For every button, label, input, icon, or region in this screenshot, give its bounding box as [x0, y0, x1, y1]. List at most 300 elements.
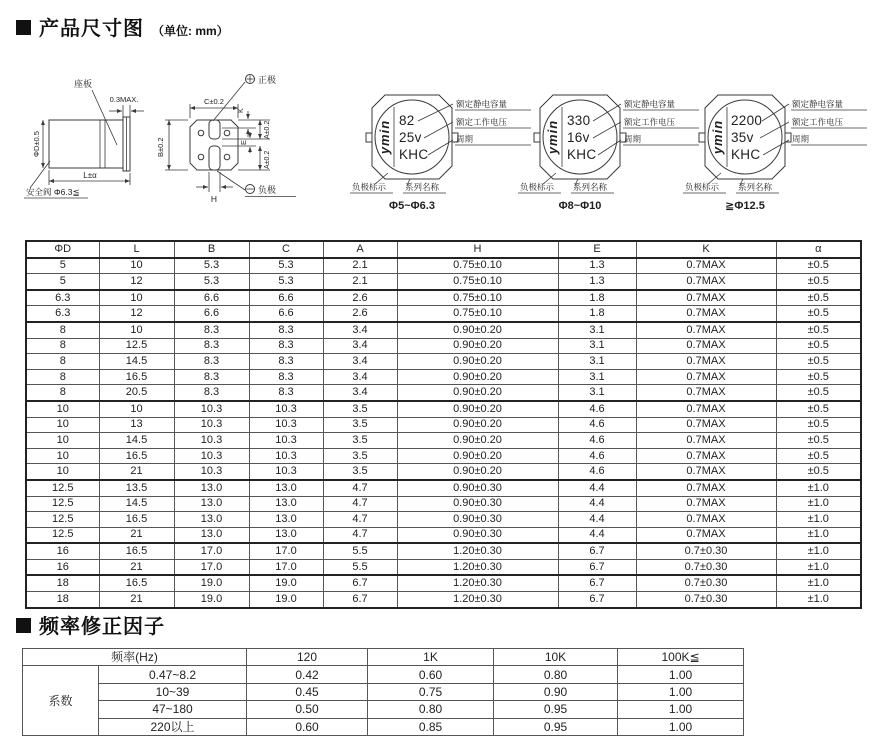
table-cell: 0.90±0.20 — [397, 385, 558, 401]
table-cell: 20.5 — [99, 385, 174, 401]
table-cell: 16 — [26, 543, 99, 559]
table-cell: 4.4 — [558, 480, 636, 496]
table-cell: 8.3 — [249, 322, 323, 338]
table-cell: ±0.5 — [776, 274, 861, 290]
table-cell: 13.0 — [174, 480, 249, 496]
table-cell: 0.90±0.30 — [397, 512, 558, 528]
table-cell: 0.7MAX — [636, 448, 776, 464]
table-cell: 0.7MAX — [636, 338, 776, 354]
table-cell: 3.1 — [558, 338, 636, 354]
column-header: L — [99, 241, 174, 258]
section1-heading — [16, 12, 229, 41]
cap1-capacitance: 82 — [399, 113, 415, 128]
table-cell: 0.75±0.10 — [397, 258, 558, 274]
table-cell: 0.7MAX — [636, 401, 776, 417]
column-header: B — [174, 241, 249, 258]
table-row — [26, 448, 861, 464]
column-header: A — [323, 241, 397, 258]
factor-cell: 0.95 — [494, 701, 618, 718]
table-cell: ±0.5 — [776, 290, 861, 306]
table-cell: 1.8 — [558, 290, 636, 306]
table-cell: 14.5 — [99, 496, 174, 512]
side-length-dim-label: L±α — [83, 171, 97, 180]
series-name-label: 系列名称 — [405, 182, 440, 192]
table-cell: 3.1 — [558, 354, 636, 370]
table-cell: 8 — [26, 354, 99, 370]
table-cell: 8.3 — [174, 385, 249, 401]
table-cell: 6.7 — [558, 543, 636, 559]
table-cell: 0.7MAX — [636, 480, 776, 496]
table-cell: 4.4 — [558, 496, 636, 512]
factor-cell: 0.90 — [494, 683, 618, 700]
table-cell: 0.7±0.30 — [636, 592, 776, 608]
table-cell: ±0.5 — [776, 464, 861, 480]
voltage-label: 额定工作电压 — [624, 117, 676, 127]
table-row — [23, 701, 744, 718]
table-row — [26, 322, 861, 338]
factor-cell: 0.42 — [247, 666, 368, 683]
period-label: 周期 — [456, 134, 474, 144]
table-row — [26, 338, 861, 354]
dimension-diagrams — [0, 55, 877, 233]
section1-unit: （单位: mm） — [152, 24, 229, 38]
table-row — [26, 543, 861, 559]
table-cell: 0.75±0.10 — [397, 306, 558, 322]
voltage-label: 额定工作电压 — [792, 117, 844, 127]
table-cell: 10.3 — [174, 433, 249, 449]
table-cell: 4.6 — [558, 448, 636, 464]
cap-marking-view-1 — [350, 95, 531, 212]
negative-mark-label: 负极标示 — [685, 182, 720, 192]
table-cell: 0.90±0.30 — [397, 496, 558, 512]
table-cell: ±0.5 — [776, 338, 861, 354]
table-cell: 3.1 — [558, 385, 636, 401]
table-cell: ±0.5 — [776, 401, 861, 417]
cap3-capacitance: 2200 — [731, 113, 763, 128]
table-cell: 14.5 — [99, 354, 174, 370]
table-cell: 5 — [26, 274, 99, 290]
table-cell: 1.20±0.30 — [397, 543, 558, 559]
column-header: α — [776, 241, 861, 258]
table-cell: 3.4 — [323, 322, 397, 338]
table-row — [26, 385, 861, 401]
table-cell: 1.3 — [558, 274, 636, 290]
table-cell: 2.6 — [323, 290, 397, 306]
table-cell: 0.7MAX — [636, 417, 776, 433]
safety-valve-label: 安全阀 Φ6.3≦ — [26, 187, 80, 197]
table-cell: 3.5 — [323, 433, 397, 449]
table-cell: 5 — [26, 258, 99, 274]
table-cell: 0.90±0.20 — [397, 464, 558, 480]
table-cell: 17.0 — [249, 543, 323, 559]
table-cell: 10.3 — [249, 464, 323, 480]
frequency-factor-table — [22, 648, 744, 736]
table-cell: 8.3 — [174, 369, 249, 385]
table-cell: 10.3 — [174, 417, 249, 433]
table-cell: 0.7MAX — [636, 306, 776, 322]
table-cell: 3.1 — [558, 322, 636, 338]
table-cell: 10.3 — [174, 448, 249, 464]
cap-marking-view-2 — [518, 95, 699, 212]
section1-title: 产品尺寸图 — [39, 18, 144, 40]
table-cell: 13.0 — [249, 496, 323, 512]
table-cell: 19.0 — [249, 575, 323, 591]
table-row — [23, 683, 744, 700]
factor-cell: 0.80 — [368, 701, 494, 718]
capacitor-side-view — [24, 78, 144, 198]
brand-logo: ymin — [545, 119, 560, 155]
table-cell: 0.90±0.20 — [397, 448, 558, 464]
table-cell: 4.7 — [323, 527, 397, 543]
e-dim-label: E — [239, 139, 248, 145]
table-cell: 4.4 — [558, 512, 636, 528]
table-cell: 0.7MAX — [636, 354, 776, 370]
table-cell: 3.4 — [323, 354, 397, 370]
table-cell: ±1.0 — [776, 480, 861, 496]
table-cell: 6.6 — [174, 306, 249, 322]
capacitance-label: 额定静电容量 — [456, 99, 508, 109]
table-cell: 0.90±0.20 — [397, 417, 558, 433]
table-cell: ±0.5 — [776, 306, 861, 322]
cap1-size-range: Φ5~Φ6.3 — [389, 200, 435, 212]
table-cell: 12 — [99, 306, 174, 322]
table-cell: 0.7MAX — [636, 496, 776, 512]
table-cell: 6.3 — [26, 290, 99, 306]
negative-mark-label: 负极标示 — [520, 182, 555, 192]
table-cell: 0.7MAX — [636, 512, 776, 528]
positive-label: 正极 — [258, 75, 277, 85]
table-row — [26, 417, 861, 433]
table-cell: 12.5 — [26, 512, 99, 528]
factor-cell: 0.75 — [368, 683, 494, 700]
frequency-corner-header: 频率(Hz) — [23, 649, 247, 666]
frequency-range-cell: 47~180 — [99, 701, 247, 718]
table-cell: 0.7MAX — [636, 290, 776, 306]
column-header: ΦD — [26, 241, 99, 258]
table-cell: ±0.5 — [776, 369, 861, 385]
a-dim-bottom-label: A±0.2 — [264, 150, 271, 169]
table-cell: 1.20±0.30 — [397, 575, 558, 591]
table-cell: 0.7±0.30 — [636, 575, 776, 591]
column-header: C — [249, 241, 323, 258]
table-cell: 5.3 — [174, 274, 249, 290]
table-cell: 13.0 — [249, 527, 323, 543]
table-cell: 6.7 — [323, 592, 397, 608]
table-cell: 2.1 — [323, 258, 397, 274]
dimension-table-header-row — [26, 241, 861, 258]
table-cell: 10.3 — [249, 433, 323, 449]
period-label: 周期 — [624, 134, 642, 144]
table-cell: 13.0 — [174, 527, 249, 543]
table-cell: 0.75±0.10 — [397, 290, 558, 306]
table-cell: 10 — [26, 401, 99, 417]
table-cell: 0.90±0.30 — [397, 527, 558, 543]
table-cell: 18 — [26, 575, 99, 591]
column-header: K — [636, 241, 776, 258]
table-cell: ±1.0 — [776, 512, 861, 528]
table-cell: 10 — [26, 417, 99, 433]
table-cell: 8.3 — [249, 369, 323, 385]
a-dim-top-label: A±0.2 — [264, 120, 271, 139]
table-cell: 21 — [99, 592, 174, 608]
table-cell: 10 — [26, 448, 99, 464]
table-cell: 8.3 — [174, 338, 249, 354]
table-cell: 8 — [26, 385, 99, 401]
frequency-column-header: 1K — [368, 649, 494, 666]
table-cell: 3.1 — [558, 369, 636, 385]
table-cell: 12.5 — [26, 480, 99, 496]
table-cell: 1.20±0.30 — [397, 559, 558, 575]
table-cell: 10.3 — [174, 401, 249, 417]
k-dim-label: K — [238, 108, 245, 113]
cap2-capacitance: 330 — [567, 113, 591, 128]
table-cell: 18 — [26, 592, 99, 608]
column-header: H — [397, 241, 558, 258]
table-cell: 0.90±0.30 — [397, 480, 558, 496]
table-row — [23, 718, 744, 735]
series-name-label: 系列名称 — [738, 182, 773, 192]
table-cell: 13.0 — [174, 496, 249, 512]
frequency-table-header-row — [23, 649, 744, 666]
table-cell: 6.6 — [249, 290, 323, 306]
factor-cell: 0.85 — [368, 718, 494, 735]
row-group-label: 系数 — [23, 666, 99, 736]
b-dim-label: B±0.2 — [156, 137, 165, 157]
frequency-range-cell: 10~39 — [99, 683, 247, 700]
table-cell: 6.7 — [558, 592, 636, 608]
table-cell: 10.3 — [249, 417, 323, 433]
h-dim-label: H — [210, 194, 218, 204]
table-cell: 14.5 — [99, 433, 174, 449]
table-cell: 10 — [99, 290, 174, 306]
table-cell: 10 — [26, 464, 99, 480]
table-cell: 4.6 — [558, 401, 636, 417]
table-cell: 16.5 — [99, 543, 174, 559]
table-cell: ±0.5 — [776, 354, 861, 370]
table-cell: 0.90±0.20 — [397, 322, 558, 338]
table-cell: 0.7MAX — [636, 464, 776, 480]
table-cell: 16.5 — [99, 512, 174, 528]
table-cell: ±0.5 — [776, 258, 861, 274]
frequency-range-cell: 220以上 — [99, 718, 247, 735]
table-cell: 4.7 — [323, 480, 397, 496]
section2-title: 频率修正因子 — [39, 616, 165, 638]
table-row — [23, 666, 744, 683]
table-cell: 16 — [26, 559, 99, 575]
table-cell: 6.7 — [323, 575, 397, 591]
table-cell: 0.90±0.20 — [397, 338, 558, 354]
table-cell: 0.7±0.30 — [636, 559, 776, 575]
table-cell: 4.6 — [558, 433, 636, 449]
table-row — [26, 354, 861, 370]
table-cell: 5.3 — [249, 258, 323, 274]
voltage-label: 额定工作电压 — [456, 117, 508, 127]
table-cell: 6.7 — [558, 559, 636, 575]
table-cell: ±0.5 — [776, 417, 861, 433]
table-cell: 0.7MAX — [636, 274, 776, 290]
table-cell: 13 — [99, 417, 174, 433]
factor-cell: 1.00 — [618, 666, 744, 683]
dimension-table — [25, 240, 862, 609]
table-cell: 6.3 — [26, 306, 99, 322]
capacitor-bottom-view — [156, 74, 296, 204]
table-cell: 0.7MAX — [636, 369, 776, 385]
table-cell: 17.0 — [174, 559, 249, 575]
frequency-column-header: 10K — [494, 649, 618, 666]
table-cell: 10 — [99, 401, 174, 417]
table-row — [26, 306, 861, 322]
table-cell: 10.3 — [174, 464, 249, 480]
table-cell: 4.7 — [323, 512, 397, 528]
table-cell: 6.7 — [558, 575, 636, 591]
table-cell: 0.90±0.20 — [397, 433, 558, 449]
table-cell: 12.5 — [26, 527, 99, 543]
cap3-series: KHC — [731, 147, 761, 162]
table-cell: 2.6 — [323, 306, 397, 322]
table-cell: 13.5 — [99, 480, 174, 496]
table-cell: 1.20±0.30 — [397, 592, 558, 608]
table-row — [26, 527, 861, 543]
table-cell: 21 — [99, 464, 174, 480]
table-cell: ±0.5 — [776, 322, 861, 338]
table-cell: 1.8 — [558, 306, 636, 322]
table-row — [26, 290, 861, 306]
cap1-series: KHC — [399, 147, 429, 162]
period-label: 周期 — [792, 134, 810, 144]
table-cell: ±1.0 — [776, 527, 861, 543]
table-cell: ±1.0 — [776, 496, 861, 512]
table-cell: 12.5 — [26, 496, 99, 512]
factor-cell: 1.00 — [618, 683, 744, 700]
negative-label: 负极 — [258, 185, 277, 195]
factor-cell: 0.50 — [247, 701, 368, 718]
table-cell: 8.3 — [249, 354, 323, 370]
bullet-square-icon — [16, 618, 31, 633]
table-cell: 8 — [26, 338, 99, 354]
negative-mark-label: 负极标示 — [352, 182, 387, 192]
table-cell: 10 — [99, 258, 174, 274]
factor-cell: 0.45 — [247, 683, 368, 700]
table-cell: 19.0 — [174, 592, 249, 608]
bullet-square-icon — [16, 20, 31, 35]
factor-cell: 0.60 — [368, 666, 494, 683]
table-row — [26, 401, 861, 417]
capacitance-label: 额定静电容量 — [792, 99, 844, 109]
table-cell: 8 — [26, 322, 99, 338]
table-cell: 3.4 — [323, 369, 397, 385]
side-diameter-dim-label: ΦD±0.5 — [32, 131, 41, 157]
table-cell: ±1.0 — [776, 592, 861, 608]
cap3-size-range: ≧Φ12.5 — [725, 200, 765, 212]
table-cell: 8.3 — [174, 354, 249, 370]
table-cell: 4.6 — [558, 417, 636, 433]
table-cell: 17.0 — [249, 559, 323, 575]
table-cell: 0.7MAX — [636, 433, 776, 449]
table-cell: ±0.5 — [776, 433, 861, 449]
table-cell: ±0.5 — [776, 448, 861, 464]
table-cell: 19.0 — [174, 575, 249, 591]
table-cell: 4.4 — [558, 527, 636, 543]
table-row — [26, 274, 861, 290]
table-cell: 21 — [99, 527, 174, 543]
table-cell: 6.6 — [249, 306, 323, 322]
cap2-size-range: Φ8~Φ10 — [558, 200, 602, 212]
table-cell: 19.0 — [249, 592, 323, 608]
table-cell: ±1.0 — [776, 543, 861, 559]
table-cell: 13.0 — [249, 512, 323, 528]
table-cell: 0.7MAX — [636, 385, 776, 401]
table-cell: 4.7 — [323, 496, 397, 512]
brand-logo: ymin — [377, 119, 392, 155]
table-cell: 16.5 — [99, 575, 174, 591]
table-cell: 0.7MAX — [636, 322, 776, 338]
table-cell: 12 — [99, 274, 174, 290]
table-cell: 0.7MAX — [636, 527, 776, 543]
table-cell: 10 — [26, 433, 99, 449]
side-top-dim-label: 0.3MAX. — [109, 95, 139, 104]
table-row — [26, 496, 861, 512]
table-row — [26, 464, 861, 480]
table-cell: 3.4 — [323, 338, 397, 354]
table-cell: 3.5 — [323, 448, 397, 464]
table-cell: 0.90±0.20 — [397, 354, 558, 370]
table-cell: 1.3 — [558, 258, 636, 274]
table-cell: 8 — [26, 369, 99, 385]
table-row — [26, 480, 861, 496]
table-row — [26, 559, 861, 575]
table-cell: 0.90±0.20 — [397, 401, 558, 417]
table-cell: 13.0 — [174, 512, 249, 528]
table-cell: ±1.0 — [776, 559, 861, 575]
table-cell: 6.6 — [174, 290, 249, 306]
table-cell: 10 — [99, 322, 174, 338]
cap-marking-view-3 — [683, 95, 867, 212]
table-cell: 2.1 — [323, 274, 397, 290]
table-cell: 8.3 — [249, 338, 323, 354]
frequency-range-cell: 0.47~8.2 — [99, 666, 247, 683]
table-cell: 3.5 — [323, 417, 397, 433]
table-cell: 5.3 — [174, 258, 249, 274]
table-row — [26, 575, 861, 591]
table-cell: 16.5 — [99, 448, 174, 464]
cap2-voltage: 16v — [567, 130, 590, 145]
brand-logo: ymin — [710, 119, 725, 155]
table-cell: 8.3 — [174, 322, 249, 338]
table-cell: 13.0 — [249, 480, 323, 496]
factor-cell: 0.95 — [494, 718, 618, 735]
table-cell: 3.5 — [323, 464, 397, 480]
table-cell: 8.3 — [249, 385, 323, 401]
factor-cell: 0.80 — [494, 666, 618, 683]
table-cell: 0.7MAX — [636, 258, 776, 274]
table-cell: 0.7±0.30 — [636, 543, 776, 559]
cap2-series: KHC — [567, 147, 597, 162]
table-cell: 5.5 — [323, 543, 397, 559]
column-header: E — [558, 241, 636, 258]
capacitance-label: 额定静电容量 — [624, 99, 676, 109]
table-cell: 17.0 — [174, 543, 249, 559]
table-cell: 5.5 — [323, 559, 397, 575]
frequency-column-header: 100K≦ — [618, 649, 744, 666]
table-cell: 16.5 — [99, 369, 174, 385]
seat-plate-label: 座板 — [74, 79, 93, 89]
table-cell: 12.5 — [99, 338, 174, 354]
table-cell: 3.4 — [323, 385, 397, 401]
section2-heading — [16, 610, 165, 639]
table-row — [26, 433, 861, 449]
table-cell: ±0.5 — [776, 385, 861, 401]
factor-cell: 1.00 — [618, 718, 744, 735]
